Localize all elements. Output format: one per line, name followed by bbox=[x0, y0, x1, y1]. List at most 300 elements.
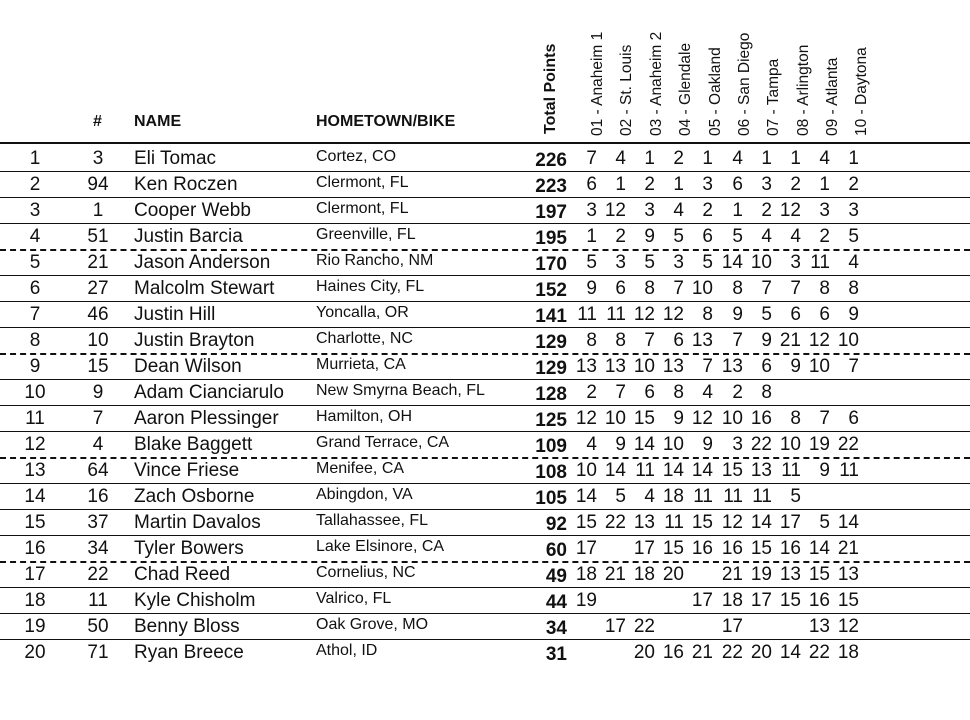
rider-name: Justin Barcia bbox=[134, 226, 243, 247]
round-result bbox=[569, 614, 597, 640]
rider-number: 71 bbox=[87, 642, 109, 663]
round-result bbox=[598, 640, 626, 666]
rider-number: 9 bbox=[92, 382, 104, 403]
round-result: 3 bbox=[761, 174, 772, 195]
round-result: 16 bbox=[750, 408, 772, 429]
total-points: 141 bbox=[535, 306, 567, 327]
rider-name: Eli Tomac bbox=[134, 148, 217, 169]
round-result bbox=[773, 614, 801, 640]
round-result: 8 bbox=[644, 278, 655, 299]
round-result: 21 bbox=[837, 538, 859, 559]
rider-position: 13 bbox=[24, 460, 46, 481]
rider-name: Martin Davalos bbox=[134, 512, 261, 533]
row-rule bbox=[0, 379, 970, 380]
rider-name: Malcolm Stewart bbox=[134, 278, 275, 299]
rider-position: 16 bbox=[24, 538, 46, 559]
round-result: 9 bbox=[732, 304, 743, 325]
rider-number: 37 bbox=[87, 512, 109, 533]
row-rule bbox=[0, 197, 970, 198]
group-separator bbox=[0, 249, 970, 251]
round-result: 2 bbox=[732, 382, 743, 403]
round-result: 2 bbox=[673, 148, 684, 169]
header-rule bbox=[0, 142, 970, 144]
table-row bbox=[0, 432, 970, 458]
round-result: 3 bbox=[790, 252, 801, 273]
round-result: 14 bbox=[750, 512, 772, 533]
round-result: 1 bbox=[732, 200, 743, 221]
round-result: 10 bbox=[604, 408, 626, 429]
round-result: 19 bbox=[808, 434, 830, 455]
round-result: 22 bbox=[633, 616, 655, 637]
col-header-round-1: 01 - Anaheim 1 bbox=[589, 31, 606, 136]
rider-number: 51 bbox=[87, 226, 109, 247]
round-result: 13 bbox=[779, 564, 801, 585]
total-points: 197 bbox=[535, 202, 567, 223]
round-result: 11 bbox=[810, 252, 830, 273]
round-result: 14 bbox=[779, 642, 801, 663]
row-rule bbox=[0, 535, 970, 536]
round-result: 12 bbox=[575, 408, 597, 429]
round-result: 15 bbox=[662, 538, 684, 559]
table-row bbox=[0, 198, 970, 224]
rider-hometown: Cortez, CO bbox=[316, 148, 397, 165]
round-result bbox=[598, 588, 626, 614]
rider-hometown: Lake Elsinore, CA bbox=[316, 538, 445, 555]
round-result: 17 bbox=[750, 590, 772, 611]
round-result bbox=[569, 640, 597, 666]
round-result: 20 bbox=[633, 642, 655, 663]
table-row bbox=[0, 328, 970, 354]
round-result: 2 bbox=[644, 174, 655, 195]
total-points: 128 bbox=[535, 384, 567, 405]
row-rule bbox=[0, 509, 970, 510]
round-result bbox=[802, 380, 830, 406]
row-rule bbox=[0, 613, 970, 614]
round-result: 10 bbox=[633, 356, 655, 377]
rider-hometown: Valrico, FL bbox=[316, 590, 392, 607]
round-result: 2 bbox=[615, 226, 626, 247]
round-result: 5 bbox=[615, 486, 626, 507]
total-points: 34 bbox=[545, 618, 567, 639]
round-result: 14 bbox=[662, 460, 684, 481]
row-rule bbox=[0, 223, 970, 224]
col-header-name: NAME bbox=[134, 113, 182, 130]
round-result: 6 bbox=[673, 330, 684, 351]
rider-position: 4 bbox=[29, 226, 41, 247]
total-points: 105 bbox=[535, 488, 567, 509]
rider-position: 12 bbox=[24, 434, 46, 455]
table-row bbox=[0, 276, 970, 302]
table-row bbox=[0, 380, 970, 406]
round-result: 4 bbox=[673, 200, 684, 221]
round-result: 5 bbox=[586, 252, 597, 273]
round-result: 9 bbox=[586, 278, 597, 299]
rider-name: Chad Reed bbox=[134, 564, 231, 585]
round-result bbox=[802, 484, 830, 510]
rider-position: 15 bbox=[24, 512, 46, 533]
round-result: 9 bbox=[615, 434, 626, 455]
round-result: 16 bbox=[691, 538, 713, 559]
round-result: 13 bbox=[575, 356, 597, 377]
round-result: 4 bbox=[702, 382, 713, 403]
round-result bbox=[627, 588, 655, 614]
round-result: 12 bbox=[691, 408, 713, 429]
round-result: 17 bbox=[721, 616, 743, 637]
round-result: 5 bbox=[761, 304, 772, 325]
table-row bbox=[0, 250, 970, 276]
round-result: 22 bbox=[721, 642, 743, 663]
round-result: 3 bbox=[586, 200, 597, 221]
round-result: 10 bbox=[779, 434, 801, 455]
round-result: 20 bbox=[662, 564, 684, 585]
round-result: 8 bbox=[702, 304, 713, 325]
round-result: 9 bbox=[819, 460, 830, 481]
round-result: 10 bbox=[662, 434, 684, 455]
round-result: 16 bbox=[662, 642, 684, 663]
round-result: 2 bbox=[790, 174, 801, 195]
round-result: 15 bbox=[633, 408, 655, 429]
rider-name: Tyler Bowers bbox=[134, 538, 244, 559]
round-result: 19 bbox=[575, 590, 597, 611]
round-result: 9 bbox=[702, 434, 713, 455]
round-result: 5 bbox=[673, 226, 684, 247]
round-result: 22 bbox=[604, 512, 626, 533]
round-result: 5 bbox=[702, 252, 713, 273]
round-result: 18 bbox=[633, 564, 655, 585]
total-points: 226 bbox=[535, 150, 567, 171]
col-header-round-7: 07 - Tampa bbox=[765, 58, 782, 136]
rider-number: 16 bbox=[87, 486, 109, 507]
round-result: 3 bbox=[644, 200, 655, 221]
rider-position: 2 bbox=[29, 174, 41, 195]
round-result: 18 bbox=[662, 486, 684, 507]
round-result: 3 bbox=[615, 252, 626, 273]
round-result bbox=[656, 614, 684, 640]
rider-position: 9 bbox=[29, 356, 41, 377]
round-result: 9 bbox=[644, 226, 655, 247]
rider-hometown: Grand Terrace, CA bbox=[316, 434, 450, 451]
round-result: 10 bbox=[750, 252, 772, 273]
round-result: 8 bbox=[761, 382, 772, 403]
col-header-round-6: 06 - San Diego bbox=[736, 32, 753, 136]
rider-name: Dean Wilson bbox=[134, 356, 242, 377]
round-result: 5 bbox=[790, 486, 801, 507]
round-result: 13 bbox=[691, 330, 713, 351]
round-result: 13 bbox=[808, 616, 830, 637]
rider-name: Benny Bloss bbox=[134, 616, 240, 637]
round-result: 7 bbox=[761, 278, 772, 299]
rider-position: 19 bbox=[24, 616, 46, 637]
round-result: 11 bbox=[606, 304, 626, 325]
round-result: 12 bbox=[721, 512, 743, 533]
round-result: 3 bbox=[819, 200, 830, 221]
col-header-round-8: 08 - Arlington bbox=[795, 44, 812, 136]
round-result: 1 bbox=[615, 174, 626, 195]
table-row bbox=[0, 224, 970, 250]
round-result: 10 bbox=[837, 330, 859, 351]
table-row bbox=[0, 510, 970, 536]
round-result bbox=[685, 562, 713, 588]
rider-position: 14 bbox=[24, 486, 46, 507]
table-row bbox=[0, 640, 970, 666]
rider-hometown: Charlotte, NC bbox=[316, 330, 413, 347]
round-result: 1 bbox=[761, 148, 772, 169]
rider-position: 10 bbox=[24, 382, 46, 403]
rider-hometown: Haines City, FL bbox=[316, 278, 425, 295]
round-result: 1 bbox=[702, 148, 713, 169]
rider-number: 94 bbox=[87, 174, 109, 195]
round-result: 6 bbox=[848, 408, 859, 429]
total-points: 49 bbox=[545, 566, 567, 587]
round-result: 6 bbox=[702, 226, 713, 247]
total-points: 152 bbox=[535, 280, 567, 301]
round-result: 8 bbox=[586, 330, 597, 351]
round-result: 17 bbox=[633, 538, 655, 559]
row-rule bbox=[0, 587, 970, 588]
round-result: 13 bbox=[633, 512, 655, 533]
round-result: 11 bbox=[693, 486, 713, 507]
total-points: 108 bbox=[535, 462, 567, 483]
round-result: 5 bbox=[732, 226, 743, 247]
round-result: 10 bbox=[575, 460, 597, 481]
round-result: 14 bbox=[837, 512, 859, 533]
row-rule bbox=[0, 639, 970, 640]
round-result: 13 bbox=[662, 356, 684, 377]
col-header-number: # bbox=[93, 113, 102, 130]
col-header-total-points: Total Points bbox=[542, 43, 559, 134]
round-result: 17 bbox=[604, 616, 626, 637]
total-points: 223 bbox=[535, 176, 567, 197]
round-result: 2 bbox=[761, 200, 772, 221]
round-result: 13 bbox=[750, 460, 772, 481]
round-result: 8 bbox=[673, 382, 684, 403]
table-row bbox=[0, 146, 970, 172]
row-rule bbox=[0, 327, 970, 328]
round-result: 4 bbox=[615, 148, 626, 169]
total-points: 170 bbox=[535, 254, 567, 275]
rider-position: 7 bbox=[29, 304, 41, 325]
rider-hometown: Rio Rancho, NM bbox=[316, 252, 434, 269]
rider-number: 46 bbox=[87, 304, 109, 325]
round-result: 1 bbox=[644, 148, 655, 169]
round-result: 3 bbox=[732, 434, 743, 455]
row-rule bbox=[0, 405, 970, 406]
round-result: 9 bbox=[673, 408, 684, 429]
round-result bbox=[656, 588, 684, 614]
round-result bbox=[773, 380, 801, 406]
total-points: 60 bbox=[545, 540, 567, 561]
rider-name: Blake Baggett bbox=[134, 434, 253, 455]
round-result: 11 bbox=[752, 486, 772, 507]
rider-name: Cooper Webb bbox=[134, 200, 251, 221]
rider-position: 18 bbox=[24, 590, 46, 611]
rider-number: 27 bbox=[87, 278, 109, 299]
round-result: 22 bbox=[837, 434, 859, 455]
round-result: 7 bbox=[673, 278, 684, 299]
round-result: 6 bbox=[790, 304, 801, 325]
round-result: 4 bbox=[732, 148, 743, 169]
round-result bbox=[598, 536, 626, 562]
rider-hometown: Tallahassee, FL bbox=[316, 512, 429, 529]
rider-number: 3 bbox=[92, 148, 104, 169]
rider-hometown: Oak Grove, MO bbox=[316, 616, 429, 633]
round-result: 7 bbox=[732, 330, 743, 351]
round-result: 6 bbox=[586, 174, 597, 195]
table-row bbox=[0, 406, 970, 432]
round-result: 7 bbox=[615, 382, 626, 403]
round-result: 11 bbox=[781, 460, 801, 481]
total-points: 92 bbox=[545, 514, 567, 535]
round-result: 16 bbox=[721, 538, 743, 559]
total-points: 109 bbox=[535, 436, 567, 457]
rider-name: Justin Hill bbox=[134, 304, 216, 325]
round-result: 9 bbox=[761, 330, 772, 351]
round-result: 11 bbox=[723, 486, 743, 507]
rider-position: 3 bbox=[29, 200, 41, 221]
row-rule bbox=[0, 431, 970, 432]
round-result: 4 bbox=[848, 252, 859, 273]
round-result: 3 bbox=[848, 200, 859, 221]
round-result: 11 bbox=[577, 304, 597, 325]
rider-name: Kyle Chisholm bbox=[134, 590, 256, 611]
round-result: 7 bbox=[819, 408, 830, 429]
round-result: 9 bbox=[848, 304, 859, 325]
round-result: 8 bbox=[819, 278, 830, 299]
rider-hometown: Hamilton, OH bbox=[316, 408, 413, 425]
table-row bbox=[0, 588, 970, 614]
round-result: 1 bbox=[586, 226, 597, 247]
round-result: 7 bbox=[702, 356, 713, 377]
rider-name: Jason Anderson bbox=[134, 252, 271, 273]
col-header-round-4: 04 - Glendale bbox=[677, 42, 694, 136]
round-result: 18 bbox=[721, 590, 743, 611]
total-points: 129 bbox=[535, 332, 567, 353]
round-result: 6 bbox=[732, 174, 743, 195]
round-result: 5 bbox=[644, 252, 655, 273]
round-result: 7 bbox=[848, 356, 859, 377]
table-row bbox=[0, 536, 970, 562]
rider-hometown: Menifee, CA bbox=[316, 460, 405, 477]
group-separator bbox=[0, 561, 970, 563]
rider-number: 7 bbox=[92, 408, 104, 429]
round-result: 8 bbox=[790, 408, 801, 429]
round-result: 18 bbox=[837, 642, 859, 663]
rider-hometown: Abingdon, VA bbox=[316, 486, 413, 503]
rider-number: 11 bbox=[88, 590, 108, 611]
round-result: 12 bbox=[779, 200, 801, 221]
rider-name: Zach Osborne bbox=[134, 486, 255, 507]
rider-number: 10 bbox=[87, 330, 109, 351]
round-result: 21 bbox=[604, 564, 626, 585]
round-result: 16 bbox=[779, 538, 801, 559]
rider-name: Justin Brayton bbox=[134, 330, 255, 351]
table-row bbox=[0, 614, 970, 640]
rider-number: 34 bbox=[87, 538, 109, 559]
round-result: 10 bbox=[721, 408, 743, 429]
rider-number: 1 bbox=[92, 200, 104, 221]
col-header-round-3: 03 - Anaheim 2 bbox=[648, 31, 665, 136]
round-result: 18 bbox=[575, 564, 597, 585]
rider-number: 22 bbox=[87, 564, 109, 585]
round-result: 7 bbox=[586, 148, 597, 169]
row-rule bbox=[0, 275, 970, 276]
round-result: 4 bbox=[644, 486, 655, 507]
rider-number: 21 bbox=[87, 252, 109, 273]
round-result: 15 bbox=[779, 590, 801, 611]
round-result: 14 bbox=[691, 460, 713, 481]
round-result: 17 bbox=[575, 538, 597, 559]
rider-hometown: Athol, ID bbox=[316, 642, 378, 659]
round-result: 2 bbox=[702, 200, 713, 221]
row-rule bbox=[0, 483, 970, 484]
rider-hometown: Murrieta, CA bbox=[316, 356, 406, 373]
rider-position: 1 bbox=[29, 148, 41, 169]
table-row bbox=[0, 562, 970, 588]
rider-name: Aaron Plessinger bbox=[134, 408, 279, 429]
row-rule bbox=[0, 301, 970, 302]
round-result: 15 bbox=[837, 590, 859, 611]
rider-position: 20 bbox=[24, 642, 46, 663]
round-result: 6 bbox=[615, 278, 626, 299]
rider-position: 6 bbox=[29, 278, 41, 299]
round-result: 1 bbox=[673, 174, 684, 195]
round-result: 10 bbox=[691, 278, 713, 299]
round-result: 13 bbox=[604, 356, 626, 377]
round-result: 8 bbox=[848, 278, 859, 299]
rider-number: 4 bbox=[92, 434, 104, 455]
round-result bbox=[744, 614, 772, 640]
row-rule bbox=[0, 171, 970, 172]
round-result: 12 bbox=[808, 330, 830, 351]
round-result: 10 bbox=[808, 356, 830, 377]
round-result: 5 bbox=[819, 512, 830, 533]
round-result: 1 bbox=[790, 148, 801, 169]
round-result: 6 bbox=[819, 304, 830, 325]
round-result: 4 bbox=[819, 148, 830, 169]
round-result: 14 bbox=[808, 538, 830, 559]
round-result: 1 bbox=[819, 174, 830, 195]
round-result: 12 bbox=[837, 616, 859, 637]
round-result: 12 bbox=[604, 200, 626, 221]
round-result: 16 bbox=[808, 590, 830, 611]
rider-hometown: New Smyrna Beach, FL bbox=[316, 382, 485, 399]
round-result: 6 bbox=[644, 382, 655, 403]
round-result: 13 bbox=[837, 564, 859, 585]
round-result: 15 bbox=[575, 512, 597, 533]
rider-number: 64 bbox=[87, 460, 109, 481]
rider-hometown: Cornelius, NC bbox=[316, 564, 416, 581]
round-result: 7 bbox=[790, 278, 801, 299]
round-result: 17 bbox=[691, 590, 713, 611]
col-header-round-2: 02 - St. Louis bbox=[618, 44, 635, 136]
round-result: 2 bbox=[848, 174, 859, 195]
rider-position: 8 bbox=[29, 330, 41, 351]
table-row bbox=[0, 484, 970, 510]
rider-hometown: Clermont, FL bbox=[316, 200, 409, 217]
round-result: 4 bbox=[761, 226, 772, 247]
rider-number: 15 bbox=[87, 356, 109, 377]
round-result: 21 bbox=[779, 330, 801, 351]
round-result: 14 bbox=[604, 460, 626, 481]
round-result: 22 bbox=[808, 642, 830, 663]
total-points: 129 bbox=[535, 358, 567, 379]
rider-hometown: Greenville, FL bbox=[316, 226, 416, 243]
round-result: 4 bbox=[790, 226, 801, 247]
round-result: 19 bbox=[750, 564, 772, 585]
round-result: 21 bbox=[721, 564, 743, 585]
round-result: 15 bbox=[808, 564, 830, 585]
round-result: 15 bbox=[691, 512, 713, 533]
